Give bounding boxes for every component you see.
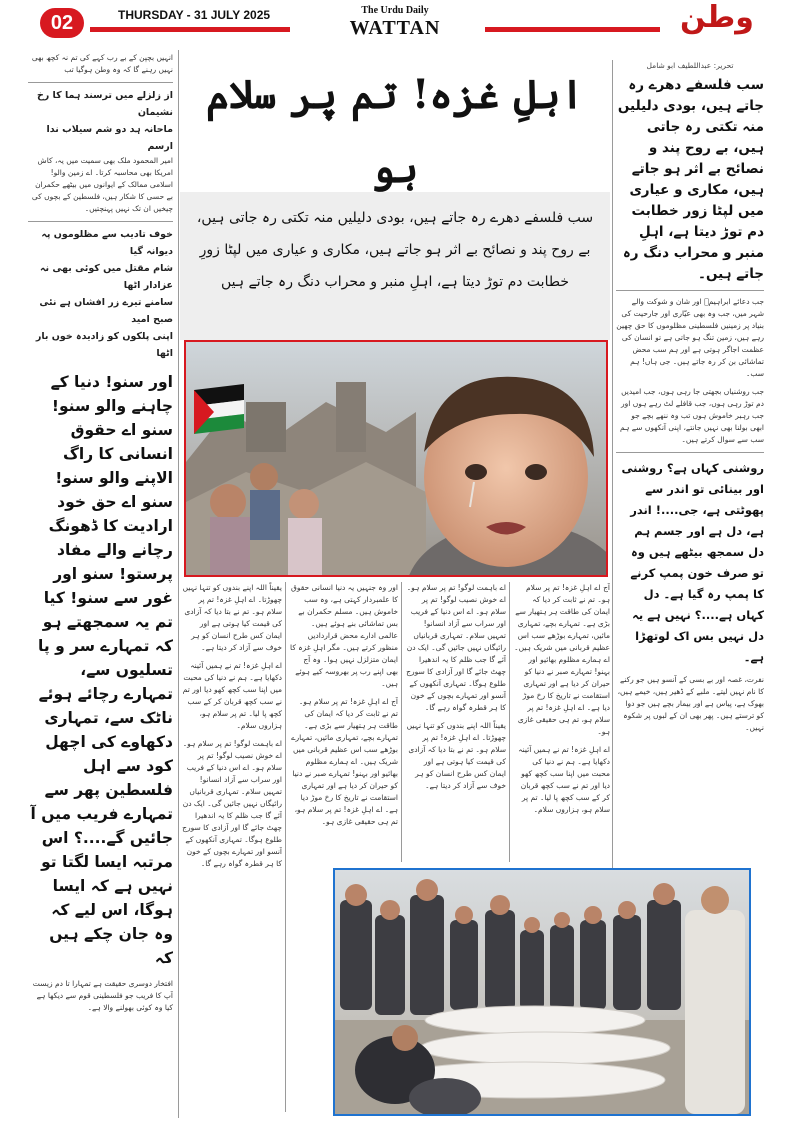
verse-line: اپنی پلکوں کو زادیدہ خوں بار اٹھا (35, 331, 173, 359)
right-paragraph: جب روشنیاں بجھتی جا رہی ہوں، جب امیدیں دم توڑ رہی ہوں، جب قافلے لٹ رہے ہوں اور جب رہبر خاموش ہوں تب وہ ننھے بچے جو ابھی بولنا بھی نہیں جانتے، اپنی آنکھوں سے ہم سب سے سوال کرتے ہیں۔ (620, 387, 764, 444)
verse-line: شام مقتل میں کوئی بھی نہ عزادار اٹھا (39, 263, 173, 291)
paper-tagline: The Urdu Daily (361, 5, 429, 16)
page-number: 02 (40, 8, 84, 38)
header-rule-left (90, 27, 290, 32)
body-paragraph: اے اہلِ غزہ! تم نے ہمیں آئینہ دکھایا ہے۔ ہم نے دنیا کی محبت میں اپنا سب کچھ کھو دیا اور تم نے سب کچھ قربان کر کے سب کچھ پا لیا۔ تم پر سلام ہو، ہزاروں سلام۔ (518, 745, 610, 814)
body-paragraph: اے باہمت لوگو! تم پر سلام ہو۔ اے خوش نصیب لوگو! تم پر سلام ہو۔ اے اس دنیا کے فریب اور سراب سے آزاد انسانو! تمہیں سلام۔ تمہاری قربانیاں رائیگاں نہیں جائیں گی۔ ایک دن آئے گا جب ظلم کا یہ اندھیرا چھٹ جائے گا اور آزادی کا سورج طلوع ہوگا۔ تمہاری آنکھوں کے آنسو اور تمہارے بچوں کے خون کا ہر قطرہ گواہ رہے گا۔ (182, 739, 282, 868)
mourners-photo (333, 868, 751, 1116)
column-rule (612, 60, 613, 870)
right-mid-bold: روشنی کہاں ہے؟ روشنی اور بینائی تو اندر سے پھوٹتی ہے، جی....! اندر ہے، دل ہے اور جسم ہم دل سمجھ بیٹھے ہیں وہ تو صرف خون پمپ کرنے کا پمپ رہ گیا ہے۔ دل کہاں ہے....؟ نہیں ہے یہ دل نہیں بس اک لوتھڑا ہے۔ (621, 461, 764, 664)
article-title: اہلِ غزہ! تم پر سلام ہو (206, 71, 584, 192)
divider (28, 221, 173, 222)
right-paragraph: جب دعائے ابراہیمؑ اور شان و شوکت والے شہر میں، جب وہ بھی عیّاری اور جارحیت کی بنیاد پر زمینیں فلسطینی مظلوموں کا حق چھین رہے ہیں، زمین تنگ ہو جاتی ہے تو انسان کی عظمت اجاگر ہوتی ہے اور ہم سب محض تماشائی بن کر رہ جاتے ہیں۔ جی ہاں! ہم سب۔ (616, 297, 764, 378)
column-rule (401, 582, 402, 862)
verse-line: از زلزلے میں ترسند ہما کا رخ نشیمان (36, 90, 173, 118)
divider (616, 452, 764, 453)
body-paragraph: آج اے اہلِ غزہ! تم پر سلام ہو۔ تم نے ثابت کر دیا کہ ایمان کی طاقت ہر ہتھیار سے بڑی ہے۔ تمہارے بچے، تمہاری مائیں، تمہارے بوڑھے سب اس عظیم قربانی میں شریک ہیں۔ اے ہمارے مظلوم بھائیو اور بہنو! تمہارے صبر نے دنیا کو حیران کر دیا ہے اور تمہاری استقامت نے تاریخ کا رخ موڑ دیا ہے۔ اے اہلِ غزہ! تم پر سلام ہو، تم ہی حقیقی غازی ہو۔ (291, 697, 398, 826)
left-bottom-note: افتخار دوسری حقیقت ہے تمہارا تا دم زیست آپ کا فریب جو فلسطینی قوم سے دیکھا ہے کیا وہ کوئی بھولنے والا ہے۔ (32, 979, 173, 1012)
column-rule (509, 582, 510, 862)
left-bold-passage: اور سنو! دنیا کے چاہنے والو سنو! سنو اے حقوق انسانی کا راگ الاپنے والو سنو! سنو اے حق خود ارادیت کا ڈھونگ رچانے والے مفاد پرستو! سنو اور غور سے سنو! کیا تم یہ سمجھتے ہو کہ تمہارے سر و پا تسلیوں سے، تمہارے رچائے ہوئے ناٹک سے، تمہاری دکھاوے کی اچھل کود سے اہل فلسطین پھر سے تمہارے فریب میں آ جائیں گے....؟ اس مرتبہ ایسا لگتا تو نہیں ہے کہ ایسا ہوگا، اس لیے کہ وہ جان چکے ہیں کہ (30, 373, 173, 967)
left-column (28, 52, 173, 1120)
body-column (514, 582, 610, 862)
paper-logo: وطن (680, 0, 754, 35)
palestine-flag-icon (194, 384, 244, 434)
body-paragraph: یقیناً اللہ اپنے بندوں کو تنہا نہیں چھوڑتا۔ اے اہلِ غزہ! تم پر سلام ہو۔ تم نے بتا دیا کہ آزادی کی قیمت کیا ہوتی ہے اور ایمان کس طرح انسان کو ہر خوف سے آزاد کر دیتا ہے۔ (182, 583, 282, 652)
verse-line: سامنے تیرے زر افشاں ہے نئی صبح امید (39, 297, 173, 325)
left-verse-notes: امیر المحمود ملک بھی سمیت میں یہ، کاش امریکا بھی محاسبہ کرتا۔ اے زمین والو! اسلامی ممالک کے ایوانوں میں بیٹھے حکمران بے حسی کا شکار ہیں، فلسطین کے بچوں کی چیخیں ان تک نہیں پہنچتیں۔ (31, 156, 173, 213)
crying-child-photo (186, 342, 606, 575)
body-paragraph: اے اہلِ غزہ! تم نے ہمیں آئینہ دکھایا ہے۔ ہم نے دنیا کی محبت میں اپنا سب کچھ کھو دیا اور تم نے سب کچھ قربان کر کے سب کچھ پا لیا۔ تم پر سلام ہو، ہزاروں سلام۔ (182, 661, 282, 730)
body-column (290, 582, 398, 862)
main-photo (184, 340, 608, 577)
byline: تحریر: عبداللطیف ابو شامل (646, 61, 734, 70)
paper-name: WATTAN (349, 17, 441, 39)
verse-line: خوف تادیب سے مظلوموں پہ دیوانہ گیا (41, 229, 173, 257)
body-column (182, 582, 282, 1102)
verse-line: ماحانہ ہد دو شم سیلاب ندا ارسم (46, 124, 173, 152)
body-column (406, 582, 506, 862)
header-rule-right (485, 27, 660, 32)
divider (616, 290, 764, 291)
right-column (616, 60, 764, 740)
column-rule (178, 50, 179, 1118)
right-paragraph: نفرت، غصہ اور بے بسی کے آنسو ہیں جو رکنے کا نام نہیں لیتے۔ ملبے کے ڈھیر ہیں، خیمے ہیں، بھوک ہے، پیاس ہے اور بیمار بچے ہیں جو دوا کو ترستے ہیں۔ پھر بھی ان کے لبوں پر شکوہ نہیں۔ (617, 675, 764, 732)
right-intro-bold: سب فلسفے دھرے رہ جاتے ہیں، بودی دلیلیں منہ تکتی رہ جاتی ہیں، بے روح پند و نصائح بے اثر ہو جاتے ہیں، مکاری و عیاری میں لپٹا زور خطابت دم توڑ دیتا ہے، اہلِ منبر و محراب دنگ رہ جاتے ہیں۔ (617, 77, 764, 282)
body-paragraph: یقیناً اللہ اپنے بندوں کو تنہا نہیں چھوڑتا۔ اے اہلِ غزہ! تم پر سلام ہو۔ تم نے بتا دیا کہ آزادی کی قیمت کیا ہوتی ہے اور ایمان کس طرح انسان کو ہر خوف سے آزاد کر دیتا ہے۔ (406, 721, 506, 790)
body-paragraph: اے باہمت لوگو! تم پر سلام ہو۔ اے خوش نصیب لوگو! تم پر سلام ہو۔ اے اس دنیا کے فریب اور سراب سے آزاد انسانو! تمہیں سلام۔ تمہاری قربانیاں رائیگاں نہیں جائیں گی۔ ایک دن آئے گا جب ظلم کا یہ اندھیرا چھٹ جائے گا اور آزادی کا سورج طلوع ہوگا۔ تمہاری آنکھوں کے آنسو اور تمہارے بچوں کے خون کا ہر قطرہ گواہ رہے گا۔ (406, 583, 506, 712)
article-subheading: سب فلسفے دھرے رہ جاتے ہیں، بودی دلیلیں منہ تکتی رہ جاتی ہیں، بے روح پند و نصائح بے اثر ہو جاتے ہیں، مکاری و عیاری میں لپٹا زورِ خطابت دم توڑ دیتا ہے، اہلِ منبر و محراب دنگ رہ جاتے ہیں (180, 192, 610, 340)
body-paragraph: اور وہ جنہیں یہ دنیا انسانی حقوق کا علمبردار کہتی ہے، وہ سب خاموش ہیں۔ مسلم حکمران بے بس تماشائی بنے ہوئے ہیں۔ عالمی ادارے محض قراردادیں منظور کرتے ہیں۔ مگر اہلِ غزہ کا ایمان متزلزل نہیں ہوا۔ وہ آج بھی اپنے رب پر بھروسہ کیے ہوئے ہیں۔ (290, 583, 398, 688)
body-paragraph: آج اے اہلِ غزہ! تم پر سلام ہو۔ تم نے ثابت کر دیا کہ ایمان کی طاقت ہر ہتھیار سے بڑی ہے۔ تمہارے بچے، تمہاری مائیں، تمہارے بوڑھے سب اس عظیم قربانی میں شریک ہیں۔ اے ہمارے مظلوم بھائیو اور بہنو! تمہارے صبر نے دنیا کو حیران کر دیا ہے اور تمہاری استقامت نے تاریخ کا رخ موڑ دیا ہے۔ اے اہلِ غزہ! تم پر سلام ہو، تم ہی حقیقی غازی ہو۔ (514, 583, 610, 736)
left-top-lines: انہیں بچپن کے بے رب کہے کی تم نہ کچھ بھی نہیں رہنے گا کہ وہ وطن ہوگیا تب (31, 53, 173, 74)
issue-date: THURSDAY - 31 JULY 2025 (118, 8, 271, 22)
divider (28, 82, 173, 83)
funeral-scene-photo (335, 870, 749, 1114)
column-rule (285, 582, 286, 1112)
